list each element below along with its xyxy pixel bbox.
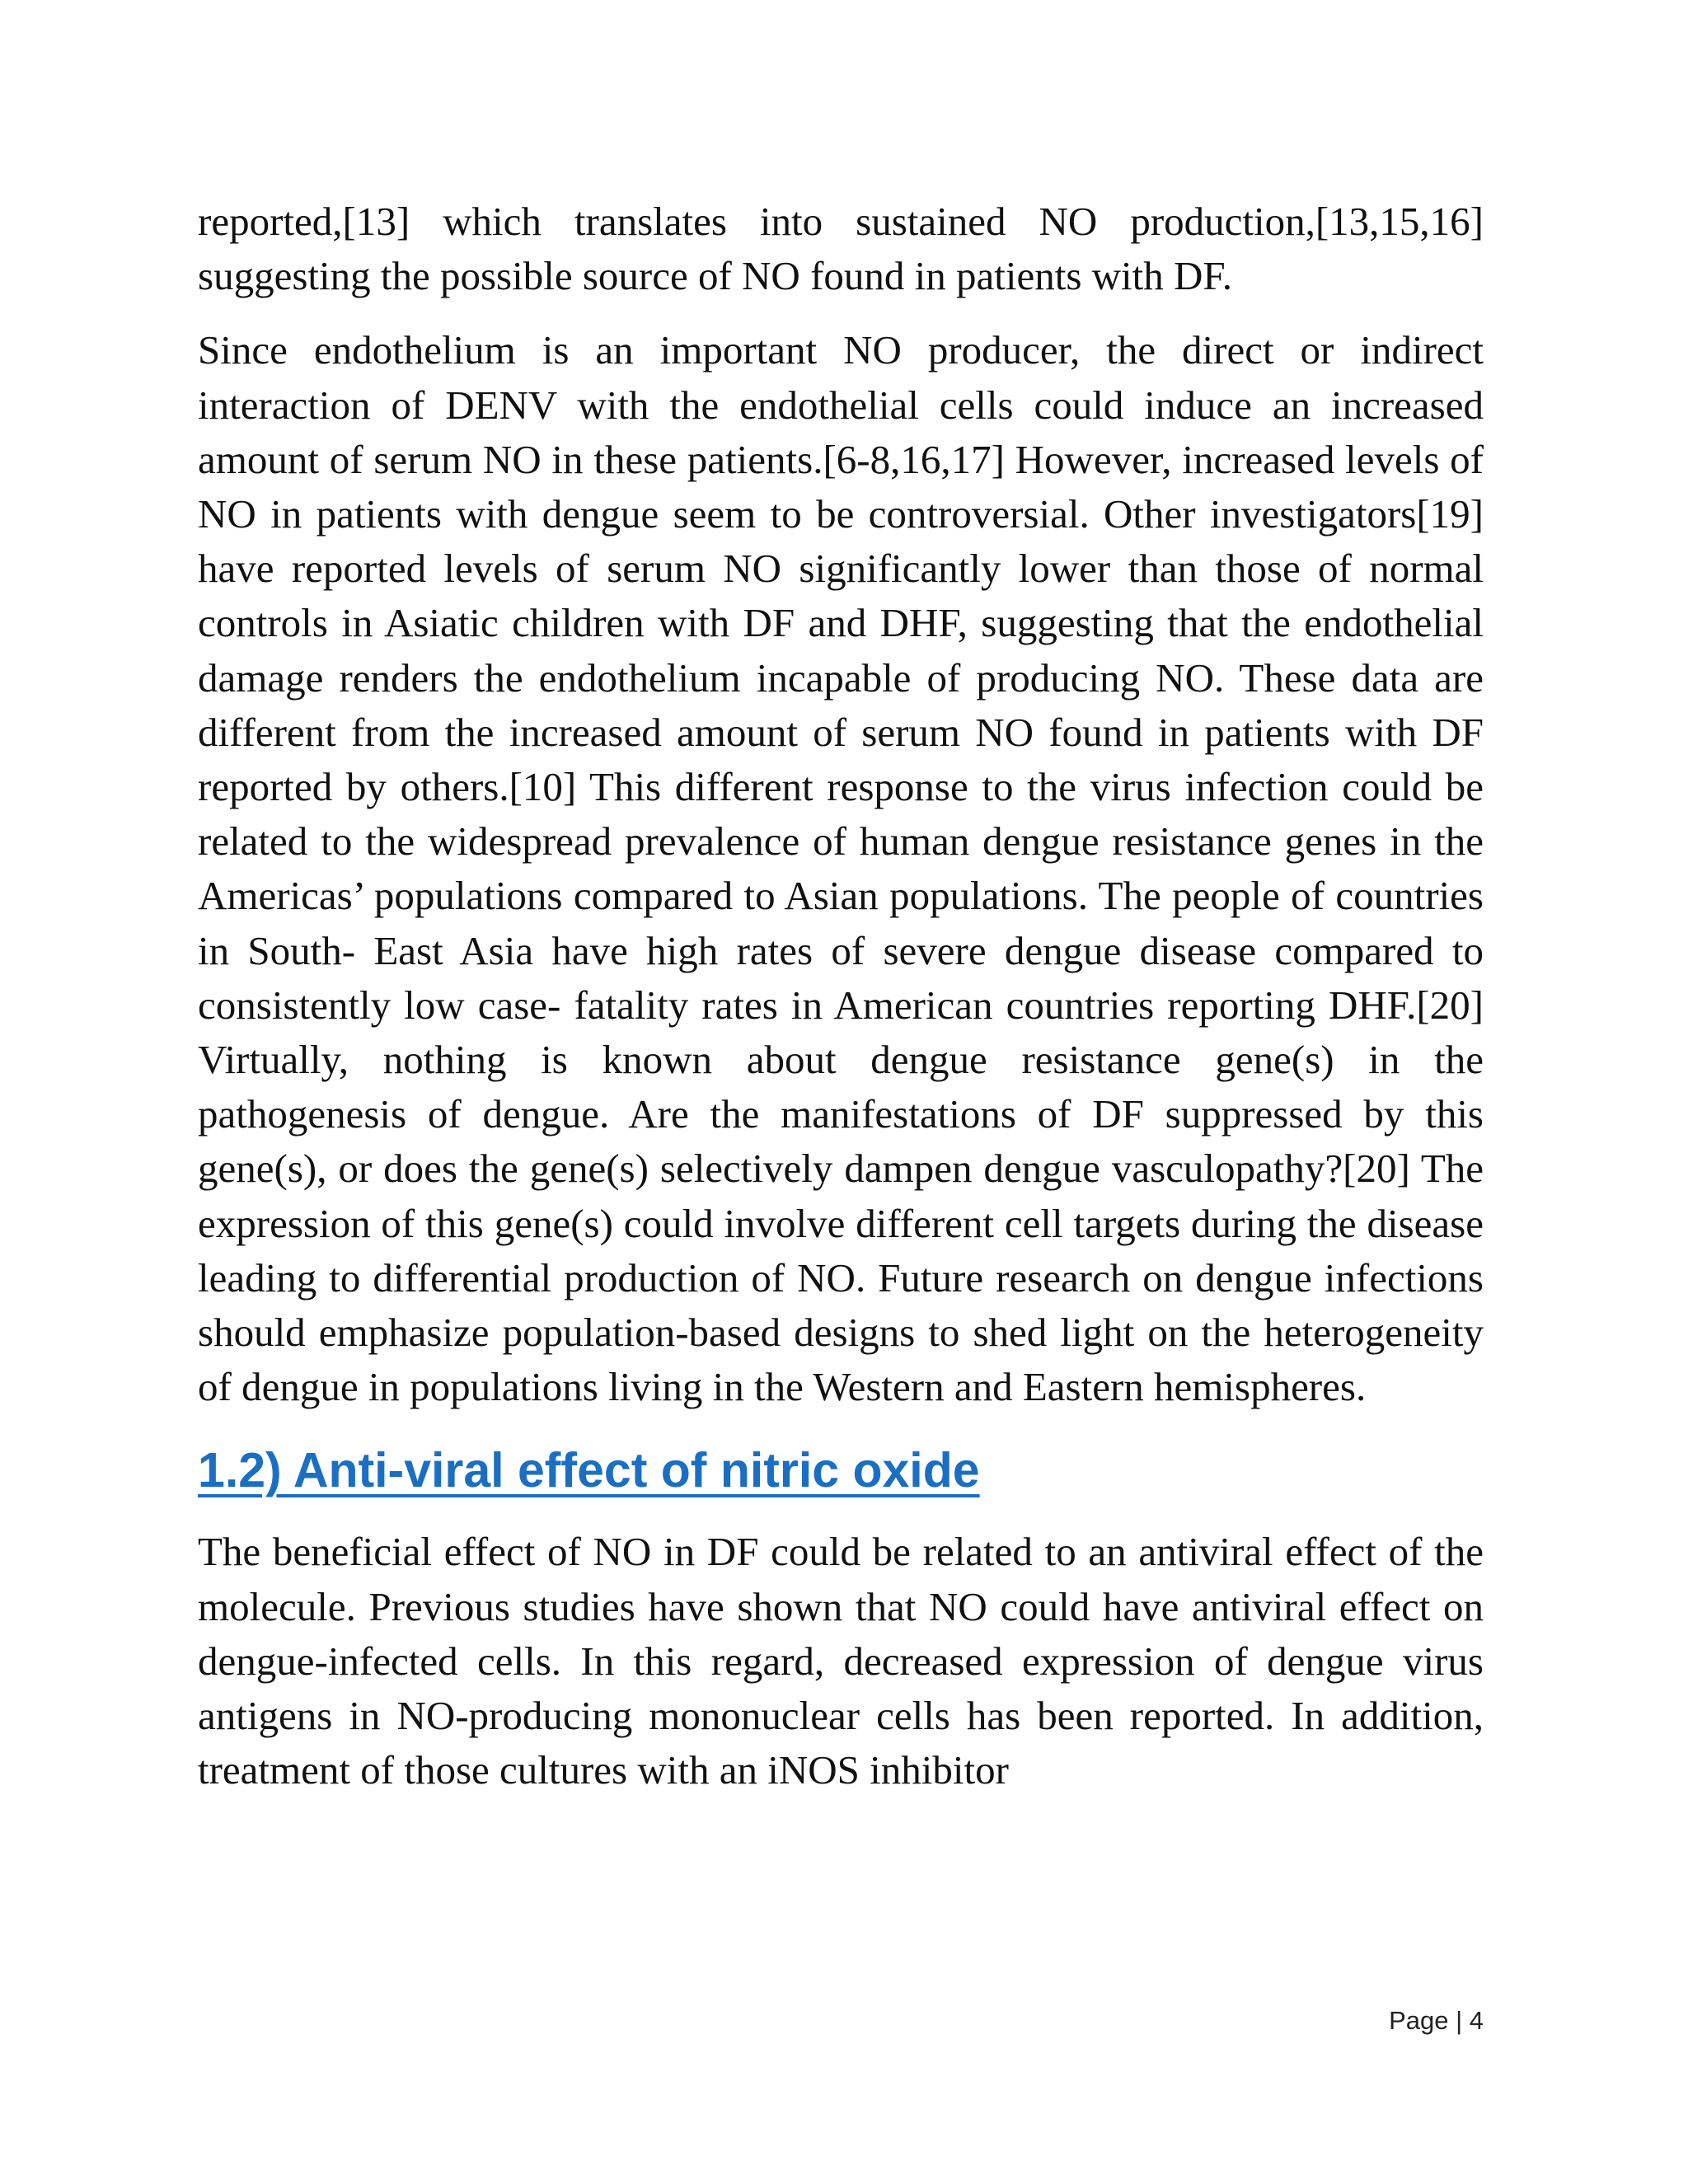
body-paragraph-2: Since endothelium is an important NO producer, the direct or indirect interaction of DENV with the endothelial cells could induce an increased amount of serum NO in these patients.[6-8,16,17] However, increased levels of NO in patients with dengue seem to be controversial. Other investigators[19] have reported levels of serum NO significantly lower than those of normal controls in Asiatic children with DF and DHF, suggesting that the endothelial damage renders the endothelium incapable of producing NO. These data are different from the increased amount of serum NO found in patients with DF reported by others.[10] This different response to the virus infection could be related to the widespread prevalence of human dengue resistance genes in the Americas’ populations compared to Asian populations. The people of countries in South- East Asia have high rates of severe dengue disease compared to consistently low case- fatality rates in American countries reporting DHF.[20] Virtually, nothing is known about dengue resistance gene(s) in the pathogenesis of dengue. Are the manifestations of DF suppressed by this gene(s), or does the gene(s) selectively dampen dengue vasculopathy?[20] The expression of this gene(s) could involve different cell targets during the disease leading to differential production of NO. Future research on dengue infections should emphasize population-based designs to shed light on the heterogeneity of dengue in populations living in the Western and Eastern hemispheres. [198, 327, 1484, 1410]
page-number-footer: Page | 4 [1389, 2006, 1484, 2035]
body-paragraph-1: reported,[13] which translates into sustained NO production,[13,15,16] suggesting the possible source of NO found in patients with DF. [198, 199, 1484, 299]
body-paragraph-3: The beneficial effect of NO in DF could be related to an antiviral effect of the molecule. Previous studies have shown that NO could have antiviral effect on dengue-infected cells. In this regard, decreased expression of dengue virus antigens in NO-producing mononuclear cells has been reported. In addition, treatment of those cultures with an iNOS inhibitor [198, 1529, 1484, 1793]
page-content [198, 194, 1484, 1797]
section-heading: 1.2) Anti-viral effect of nitric oxide [198, 1443, 980, 1498]
